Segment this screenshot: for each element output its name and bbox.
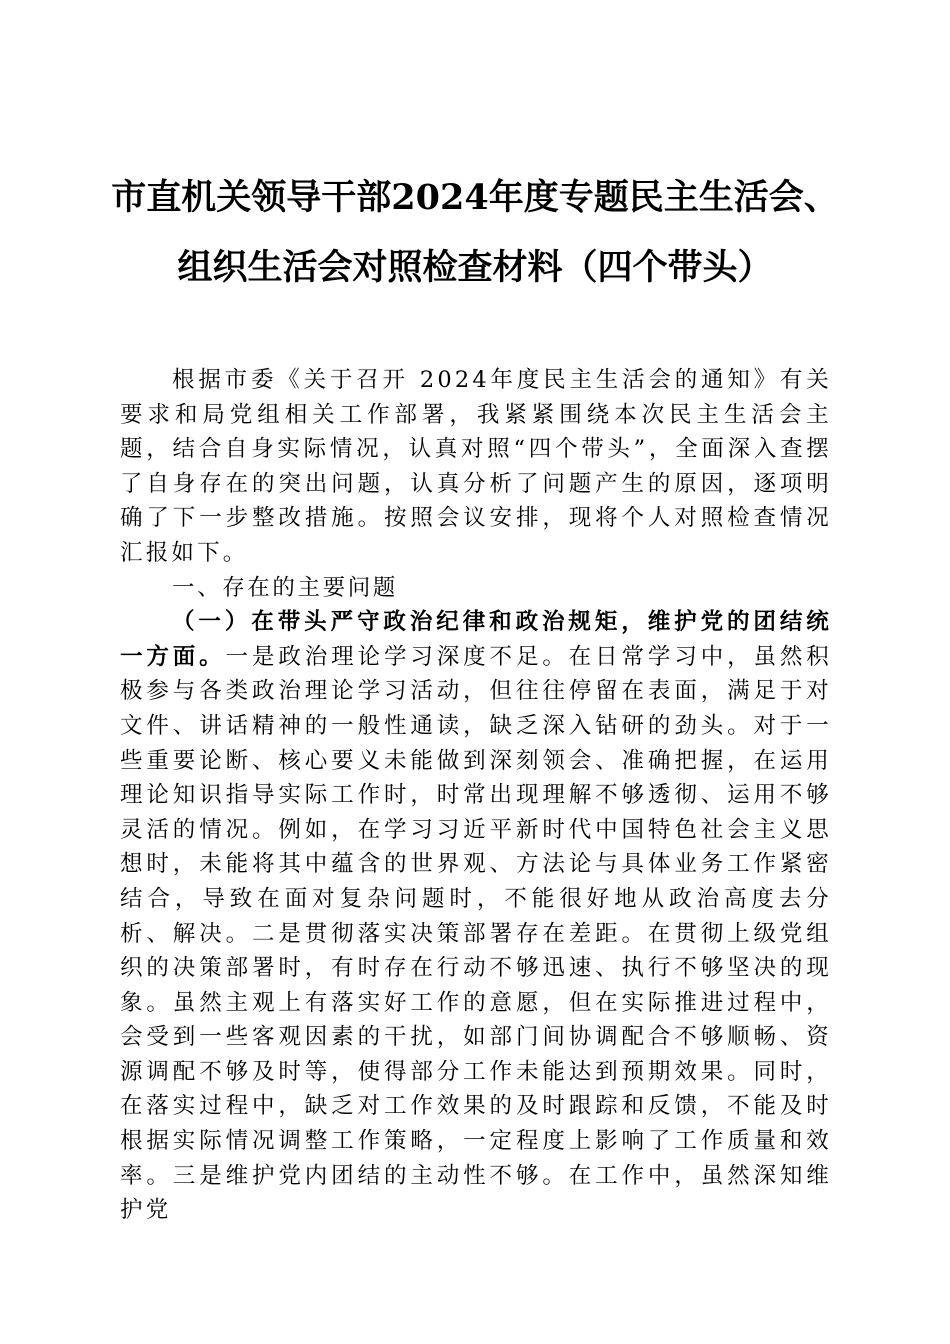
subsection-paragraph-1 (120, 605, 832, 1228)
section-heading-problems: 一、存在的主要问题 (172, 574, 398, 601)
subsection-heading-1: （一）在带头严守政治纪律和政治规矩，维护党的团结统一方面。 (120, 609, 832, 670)
intro-paragraph: 根据市委《关于召开 2024年度民主生活会的通知》有关要求和局党组相关工作部署，我紧紧围绕本次民主生活会主题，结合自身实际情况，认真对照“四个带头”，全面深入查摆了自身存在的突出问题，认真分析了问题产生的原因，逐项明确了下一步整改措施。按照会议安排，现将个人对照检查情况汇报如下。 (120, 367, 832, 566)
document-title-line-1: 市直机关领导干部2024年度专题民主生活会、 (111, 177, 839, 218)
document-title-line-2: 组织生活会对照检查材料（四个带头） (177, 247, 773, 288)
subsection-body-1: 一是政治理论学习深度不足。在日常学习中，虽然积极参与各类政治理论学习活动，但往往停留在表面，满足于对文件、讲话精神的一般性通读，缺乏深入钻研的劲头。对于一些重要论断、核心要义未能做到深刻领会、准确把握，在运用理论知识指导实际工作时，时常出现理解不够透彻、运用不够灵活的情况。例如，在学习习近平新时代中国特色社会主义思想时，未能将其中蕴含的世界观、方法论与具体业务工作紧密结合，导致在面对复杂问题时，不能很好地从政治高度去分析、解决。二是贯彻落实决策部署存在差距。在贯彻上级党组织的决策部署时，有时存在行动不够迅速、执行不够坚决的现象。虽然主观上有落实好工作的意愿，但在实际推进过程中，会受到一些客观因素的干扰，如部门间协调配合不够顺畅、资源调配不够及时等，使得部分工作未能达到预期效果。同时，在落实过程中，缺乏对工作效果的及时跟踪和反馈，不能及时根据实际情况调整工作策略，一定程度上影响了工作质量和效率。三是维护党内团结的主动性不够。在工作中，虽然深知维护党 (120, 643, 832, 1224)
document-body (120, 363, 832, 1228)
